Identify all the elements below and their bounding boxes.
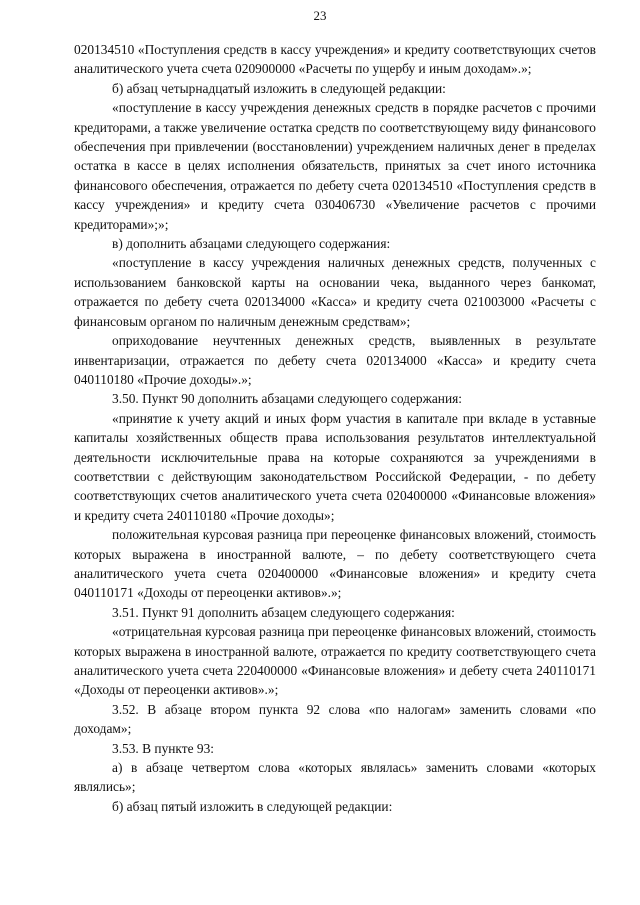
paragraph: 3.50. Пункт 90 дополнить абзацами следующего содержания: (112, 391, 462, 407)
page-number: 23 (313, 8, 327, 23)
paragraph: 3.51. Пункт 91 дополнить абзацем следующего содержания: (112, 604, 455, 620)
paragraph: «поступление в кассу учреждения наличных денежных средств, полученных с использованием банковской карты на основании чека, выданного через банкомат, отражается по дебету счета 020134000 «Касса» и кредиту счета 021003000 «Расчеты с финансовым органом по наличным денежным средствам»; (74, 255, 596, 329)
paragraph: а) в абзаце четвертом слова «которых являлась» заменить словами «которых являлись»; (74, 760, 596, 795)
paragraph: «поступление в кассу учреждения денежных средств в порядке расчетов с прочими кредиторами, а также увеличение остатка средств по соответствующему виду финансового обеспечения при привлечении (восстановлении) учреждением наличных денег в пределах остатка в кассе в целях исполнения обязательств, принятых за счет иного источника финансового обеспечения, отражается по дебету счета 020134510 «Поступления средств в кассу учреждения» и кредиту счета 030406730 «Увеличение расчетов с прочими кредиторами»;»; (74, 100, 596, 232)
paragraph: оприходование неучтенных денежных средств, выявленных в результате инвентаризации, отражается по дебету счета 020134000 «Касса» и кредиту счета 040110180 «Прочие доходы».»; (74, 333, 596, 387)
paragraph: «принятие к учету акций и иных форм участия в капитале при вкладе в уставные капиталы хозяйственных обществ права использования результатов интеллектуальной деятельности исключительные права на которые сохраняются за учреждениями в соответствии с действующим законодательством Российской Федерации, - по дебету соответствующих счетов аналитического учета счета 020400000 «Финансовые вложения» и кредиту счета 240110180 «Прочие доходы»; (74, 410, 596, 523)
document-body (74, 40, 596, 816)
paragraph: б) абзац пятый изложить в следующей редакции: (112, 798, 393, 814)
paragraph: 3.53. В пункте 93: (112, 740, 215, 756)
paragraph: положительная курсовая разница при переоценке финансовых вложений, стоимость которых выражена в иностранной валюте, – по дебету соответствующего счета аналитического учета счета 020400000 «Финансовые вложения» и кредиту счета 040110171 «Доходы от переоценки активов».»; (74, 527, 596, 601)
paragraph: в) дополнить абзацами следующего содержания: (112, 236, 391, 252)
paragraph: 020134510 «Поступления средств в кассу учреждения» и кредиту соответствующих счетов аналитического учета счета 020900000 «Расчеты по ущербу и иным доходам».»; (74, 42, 596, 77)
paragraph: б) абзац четырнадцатый изложить в следующей редакции: (112, 80, 446, 96)
paragraph: «отрицательная курсовая разница при переоценке финансовых вложений, стоимость которых выражена в иностранной валюте, отражается по кредиту соответствующего счета аналитического учета счета 220400000 «Финансовые вложения» и дебету счета 240110171 «Доходы от переоценки активов».»; (74, 624, 596, 698)
paragraph: 3.52. В абзаце втором пункта 92 слова «по налогам» заменить словами «по доходам»; (74, 701, 596, 737)
